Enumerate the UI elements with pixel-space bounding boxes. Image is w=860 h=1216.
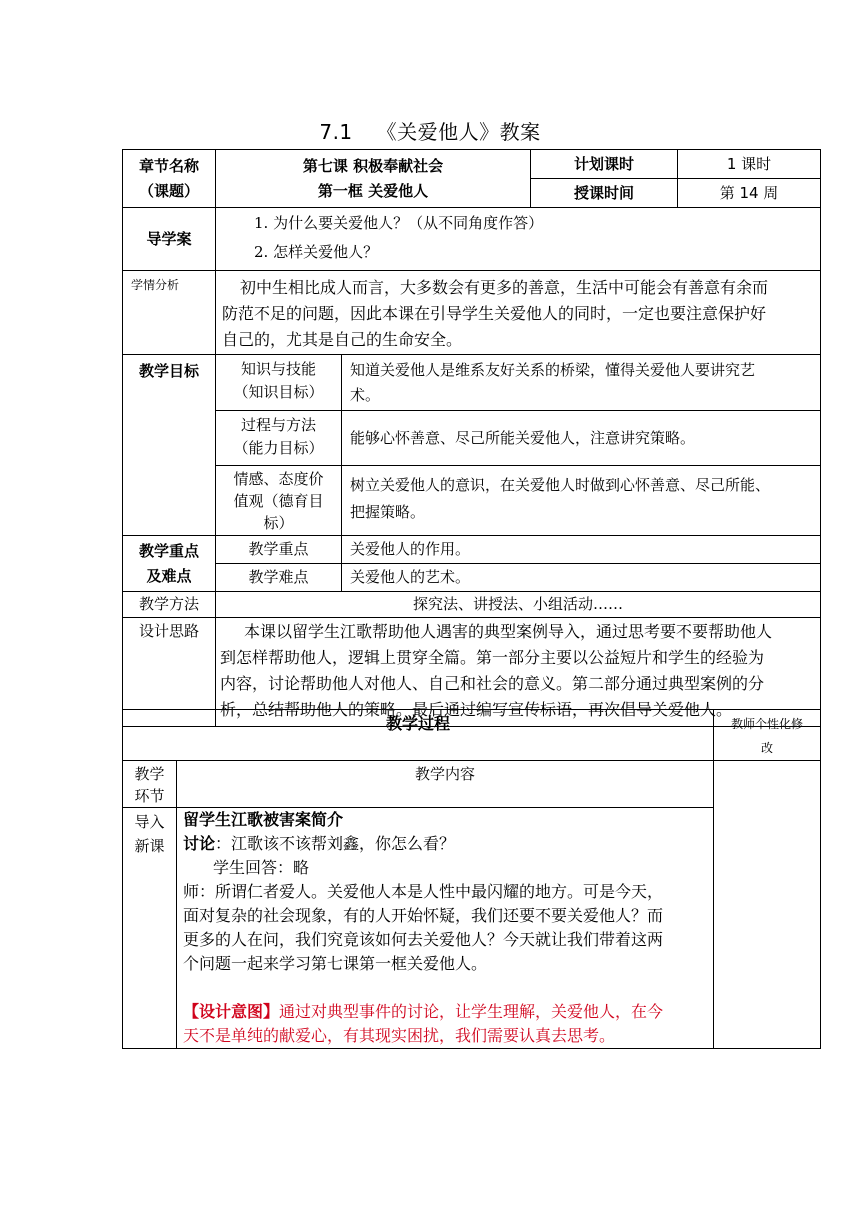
emotion-label: [216, 466, 342, 536]
teacher-mod-2: 改: [761, 741, 774, 755]
process-label: 教学过程: [123, 710, 714, 761]
method-label: 教学方法: [123, 592, 216, 618]
analysis-line: 防范不足的问题，因此本课在引导学生关爱他人的同时，一定也要注意保护好: [222, 304, 767, 323]
teach-time-value: 第 14 周: [678, 179, 821, 208]
goals-label: 教学目标: [123, 355, 216, 536]
key-difficult-label: [123, 536, 216, 592]
difficulty-text: 关爱他人的艺术。: [342, 564, 821, 592]
emotion-label-1: 情感、态度价: [233, 470, 324, 488]
teaching-process-table: [122, 709, 821, 1049]
chapter-label-cell: [123, 150, 216, 208]
design-intent-line-2: 天不是单纯的献爱心，有其现实困扰，我们需要认真去思考。: [183, 1026, 616, 1045]
plan-hours-value: 1 课时: [678, 150, 821, 179]
key-label-1: 教学重点: [138, 541, 199, 560]
discussion-text: ：江歌该不该帮刘鑫，你怎么看？: [215, 834, 456, 853]
analysis-label: 学情分析: [123, 271, 216, 355]
lesson-frame: 第一框 关爱他人: [317, 181, 429, 200]
title-number: 7.1: [319, 120, 353, 144]
key-label-2: 及难点: [146, 566, 192, 585]
lesson-info-table: [122, 149, 821, 727]
page-title: [0, 116, 860, 145]
process-method-label: [216, 411, 342, 466]
design-label: 设计思路: [123, 618, 216, 727]
guide-question-2: 2. 怎样关爱他人？: [254, 243, 379, 261]
design-intent-line: [183, 1000, 707, 1024]
emotion-text-1: 树立关爱他人的意识，在关爱他人时做到心怀善意、尽己所能、: [350, 476, 771, 494]
teacher-line: 个问题一起来学习第七课第一框关爱他人。: [183, 954, 488, 973]
content-label: 教学内容: [177, 761, 714, 808]
process-method-label-2: （能力目标）: [233, 439, 324, 457]
guide-questions: [216, 208, 821, 271]
student-answer: 学生回答：略: [213, 858, 310, 877]
focus-label: 教学重点: [216, 536, 342, 564]
analysis-line: 初中生相比成人而言，大多数会有更多的善意，生活中可能会有善意有余而: [240, 278, 769, 297]
lesson-name-cell: [216, 150, 531, 208]
teach-time-label: 授课时间: [531, 179, 678, 208]
teacher-line: 面对复杂的社会现象，有的人开始怀疑，我们还要不要关爱他人？而: [183, 906, 664, 925]
intro-label-1: 导入: [134, 813, 165, 831]
knowledge-text-2: 术。: [350, 386, 381, 404]
process-method-text: 能够心怀善意、尽己所能关爱他人，注意讲究策略。: [342, 411, 821, 466]
teacher-line: 师：所谓仁者爱人。关爱他人本是人性中最闪耀的地方。可是今天，: [183, 882, 664, 901]
knowledge-label-1: 知识与技能: [240, 360, 316, 378]
title-name: 《关爱他人》教案: [376, 120, 541, 144]
design-line: 析，总结帮助他人的策略。最后通过编写宣传标语，再次倡导关爱他人。: [220, 700, 733, 719]
difficulty-label: 教学难点: [216, 564, 342, 592]
lesson-name: 第七课 积极奉献社会: [302, 156, 444, 175]
stage-label-1: 教学: [134, 765, 165, 783]
case-title: 留学生江歌被害案简介: [183, 810, 344, 829]
intro-content: [177, 808, 714, 1049]
teacher-modification-label: [714, 710, 821, 761]
design-intent-text: 通过对典型事件的讨论，让学生理解，关爱他人，在今: [279, 1002, 664, 1021]
process-method-label-1: 过程与方法: [240, 416, 316, 434]
discussion-label: 讨论: [183, 834, 216, 853]
stage-label-2: 环节: [134, 787, 165, 805]
focus-text: 关爱他人的作用。: [342, 536, 821, 564]
intro-stage-label: [123, 808, 177, 1049]
chapter-label: 章节名称: [138, 156, 199, 175]
design-line: 到怎样帮助他人，逻辑上贯穿全篇。第一部分主要以公益短片和学生的经验为: [220, 648, 765, 667]
chapter-label-sub: （课题）: [138, 181, 199, 200]
knowledge-label-2: （知识目标）: [233, 383, 324, 401]
plan-hours-label: 计划课时: [531, 150, 678, 179]
teacher-mod-1: 教师个性化修: [731, 717, 804, 731]
analysis-line: 自己的，尤其是自己的生命安全。: [222, 330, 463, 349]
knowledge-text: [342, 355, 821, 411]
method-text: 探究法、讲授法、小组活动……: [216, 592, 821, 618]
teacher-line: 更多的人在问，我们究竟该如何去关爱他人？今天就让我们带着这两: [183, 930, 664, 949]
discussion-line: [183, 832, 707, 856]
teacher-modification-cell: [714, 761, 821, 1049]
stage-label: [123, 761, 177, 808]
design-line: 本课以留学生江歌帮助他人遇害的典型案例导入，通过思考要不要帮助他人: [244, 622, 773, 641]
knowledge-text-1: 知道关爱他人是维系友好关系的桥梁，懂得关爱他人要讲究艺: [350, 361, 756, 379]
emotion-label-2: 值观（德育目: [233, 492, 324, 510]
knowledge-label: [216, 355, 342, 411]
emotion-text: [342, 466, 821, 536]
guide-question-1: 1. 为什么要关爱他人？（从不同角度作答）: [254, 214, 544, 232]
emotion-label-3: 标）: [263, 514, 294, 532]
design-line: 内容，讨论帮助他人对他人、自己和社会的意义。第二部分通过典型案例的分: [220, 674, 765, 693]
analysis-text: [216, 271, 821, 355]
design-intent-label: 【设计意图】: [183, 1002, 280, 1021]
intro-label-2: 新课: [134, 837, 165, 855]
guide-label: 导学案: [123, 208, 216, 271]
emotion-text-2: 把握策略。: [350, 503, 426, 521]
